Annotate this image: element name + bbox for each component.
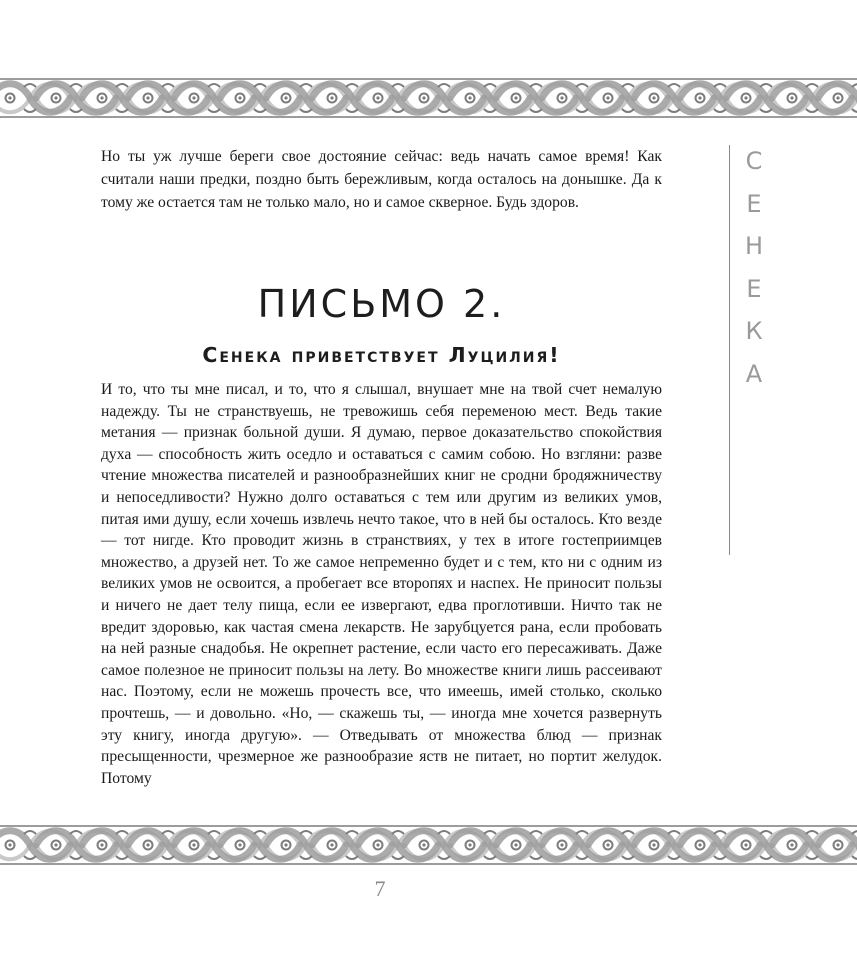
celtic-knot-border-icon bbox=[0, 75, 857, 121]
page-number: 7 bbox=[374, 876, 386, 901]
margin-divider-line bbox=[729, 145, 730, 555]
running-title-letter: А bbox=[745, 359, 763, 388]
letter-title: ПИСЬМО 2. bbox=[257, 282, 506, 326]
running-title-letter: Н bbox=[744, 232, 764, 260]
running-title bbox=[736, 140, 772, 395]
running-title-letter: Е bbox=[746, 189, 762, 218]
letter-body-text: И то, что ты мне писал, и то, что я слышал, внушает мне на твой счет немалую надежду. Ты не странствуешь, не тревожишь себя переменою мест. Ведь такие метания — признак больной души. Я думаю, первое доказательство спокойствия духа — способность жить оседло и оставаться с самим собою. Но взгляни: разве чтение множества писателей и разнообразнейших книг не сродни бродяжничеству и непоседливости? Нужно долго оставаться с тем или другим из великих умов, питая ими душу, если хочешь извлечь нечто такое, что в ней бы осталось. Кто везде — тот нигде. Кто проводит жизнь в странствиях, у тех в итоге гостеприимцев множество, а друзей нет. То же самое непременно будет и с тем, кто ни с одним из великих умов не освоится, а пробегает все второпях и наспех. Не приносит пользы и ничего не дает телу пища, если ее извергают, едва проглотивши. Ничто так не вредит здоровью, как частая смена лекарств. Не зарубцуется рана, если пробовать на ней разные снадобья. Не окрепнет растение, если часто его пересаживать. Даже самое полезное не приносит пользы на лету. Во множестве книги лишь рассеивают нас. Поэтому, если не можешь прочесть все, что имеешь, имей столько, сколько прочтешь, — и довольно. «Но, — скажешь ты, — иногда мне хочется развернуть эту книгу, иногда другую». — Отведывать от множества блюд — признак пресыщенности, чрезмерное же разнообразие яств не питает, но портит желудок. Потому bbox=[101, 381, 662, 787]
running-title-letter: К bbox=[745, 317, 763, 345]
letter-greeting: Сенека приветствует Луцилия! bbox=[202, 343, 561, 367]
celtic-knot-border-icon bbox=[0, 822, 857, 868]
bottom-ornamental-border bbox=[0, 822, 857, 868]
opening-paragraph: Но ты уж лучше береги свое достояние сейчас: ведь начать самое время! Как считали наши предки, поздно быть бережливым, когда осталось на донышке. Да к тому же остается там не только мало, но и самое скверное. Будь здоров. bbox=[101, 148, 662, 211]
top-ornamental-border bbox=[0, 75, 857, 121]
running-title-letter: С bbox=[745, 147, 763, 175]
running-title-letter: Е bbox=[746, 274, 762, 303]
